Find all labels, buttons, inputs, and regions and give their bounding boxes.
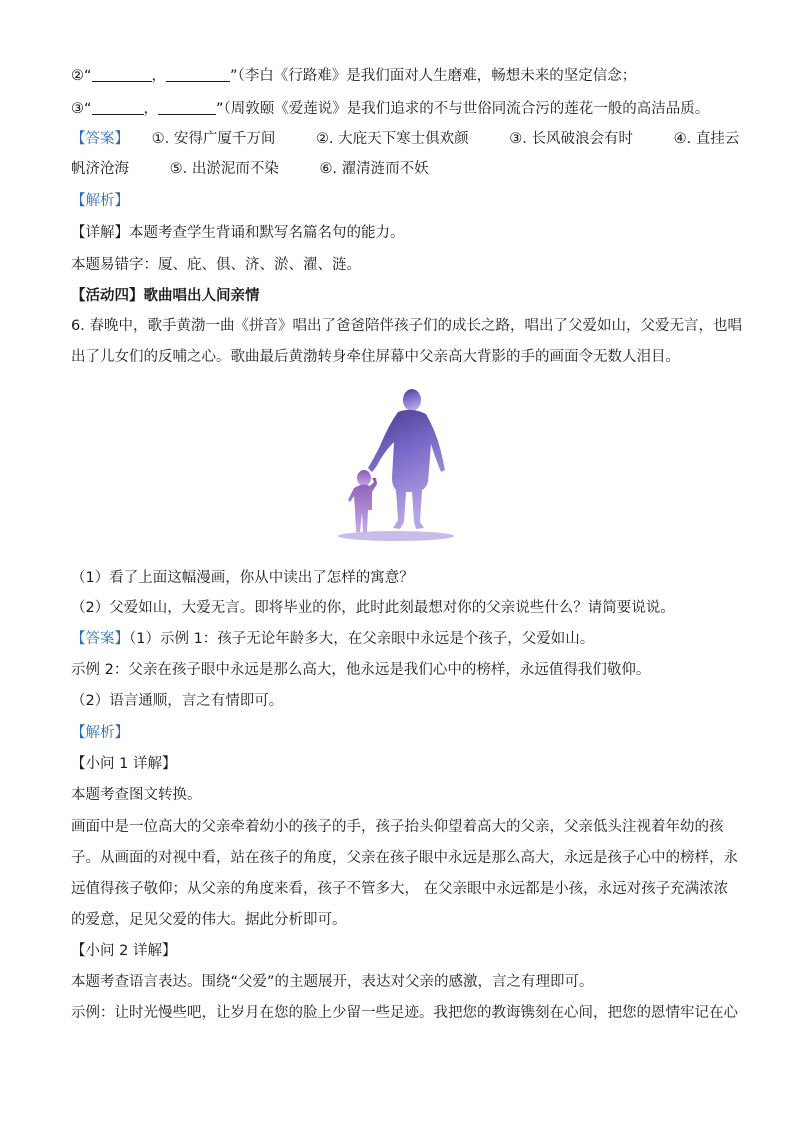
section-title: 【活动四】歌曲唱出人间亲情: [71, 288, 260, 304]
answer-label: 【答案】: [71, 631, 129, 647]
analysis-label: 【解析】: [71, 725, 129, 741]
item-2: ②“ ， ”（李白《行路难》是我们面对人生磨难，畅想未来的坚定信念；: [71, 68, 637, 84]
sub-question-1: （1）看了上面这幅漫画，你从中读出了怎样的寓意？: [71, 570, 414, 586]
detail-text: 【详解】本题考查学生背诵和默写名篇名句的能力。: [71, 225, 405, 241]
sub2-detail-intro: 本题考查语言表达。围绕“父爱”的主题展开，表达对父亲的感激，言之有理即可。: [71, 974, 594, 990]
fill-blank[interactable]: [166, 67, 230, 82]
sub1-detail-line: 子。从画面的对视中看，站在孩子的角度，父亲在孩子眼中永远是那么高大，永远是孩子心中的榜样，永: [71, 850, 738, 866]
ground-shadow: [338, 531, 454, 541]
sub1-detail-line: 画面中是一位高大的父亲牵着幼小的孩子的手，孩子抬头仰望着高大的父亲，父亲低头注视着年幼的孩: [71, 819, 724, 835]
answer-block-1: 【答案】（1）示例 1：孩子无论年龄多大，在父亲眼中永远是个孩子，父爱如山。: [71, 631, 595, 647]
sub1-detail-intro: 本题考查图文转换。: [71, 787, 202, 803]
sub1-detail-line: 的爱意，足见父爱的伟大。据此分析即可。: [71, 912, 347, 928]
fill-blank[interactable]: [158, 100, 216, 115]
analysis-label: 【解析】: [71, 193, 129, 209]
child-silhouette: [348, 470, 377, 532]
answer-2: （2）语言通顺，言之有情即可。: [71, 693, 284, 709]
answer-line-1: 【答案】 ①. 安得广厦千万间 ②. 大庇天下寒士俱欢颜 ③. 长风破浪会有时 ④. 直挂云: [71, 131, 740, 147]
sub2-detail-label: 【小问 2 详解】: [71, 943, 177, 959]
question-6-line-2: 出了儿女们的反哺之心。歌曲最后黄渤转身牵住屏幕中父亲高大背影的手的画面令无数人泪目。: [71, 349, 680, 365]
sub-question-2: （2）父爱如山，大爱无言。即将毕业的你，此时此刻最想对你的父亲说些什么？请简要说说。: [71, 600, 675, 616]
father-child-illustration: [328, 382, 458, 550]
fill-blank[interactable]: [92, 67, 152, 82]
answer-example-2: 示例 2：父亲在孩子眼中永远是那么高大，他永远是我们心中的榜样，永远值得我们敬仰。: [71, 662, 651, 678]
sub1-detail-label: 【小问 1 详解】: [71, 756, 177, 772]
answer-label: 【答案】: [71, 131, 129, 147]
fill-blank[interactable]: [92, 100, 144, 115]
sub1-detail-line: 远值得孩子敬仰；从父亲的角度来看，孩子不管多大， 在父亲眼中永远都是小孩，永远对孩子充满浓浓: [71, 881, 729, 897]
item-3: ③“ ， ”（周敦颐《爱莲说》是我们追求的不与世俗同流合污的莲花一般的高洁品质。: [71, 101, 710, 117]
sub2-example: 示例：让时光慢些吧，让岁月在您的脸上少留一些足迹。我把您的教诲镌刻在心间，把您的恩情牢记在心: [71, 1005, 738, 1021]
question-6-line-1: 6. 春晚中，歌手黄渤一曲《拼音》唱出了爸爸陪伴孩子们的成长之路，唱出了父爱如山，父爱无言，也唱: [71, 318, 742, 334]
father-silhouette: [368, 389, 445, 529]
answer-line-2: 帆济沧海 ⑤. 出淤泥而不染 ⑥. 濯清涟而不妖: [71, 161, 429, 177]
typo-note: 本题易错字：厦、庇、俱、济、淤、濯、涟。: [71, 257, 361, 273]
